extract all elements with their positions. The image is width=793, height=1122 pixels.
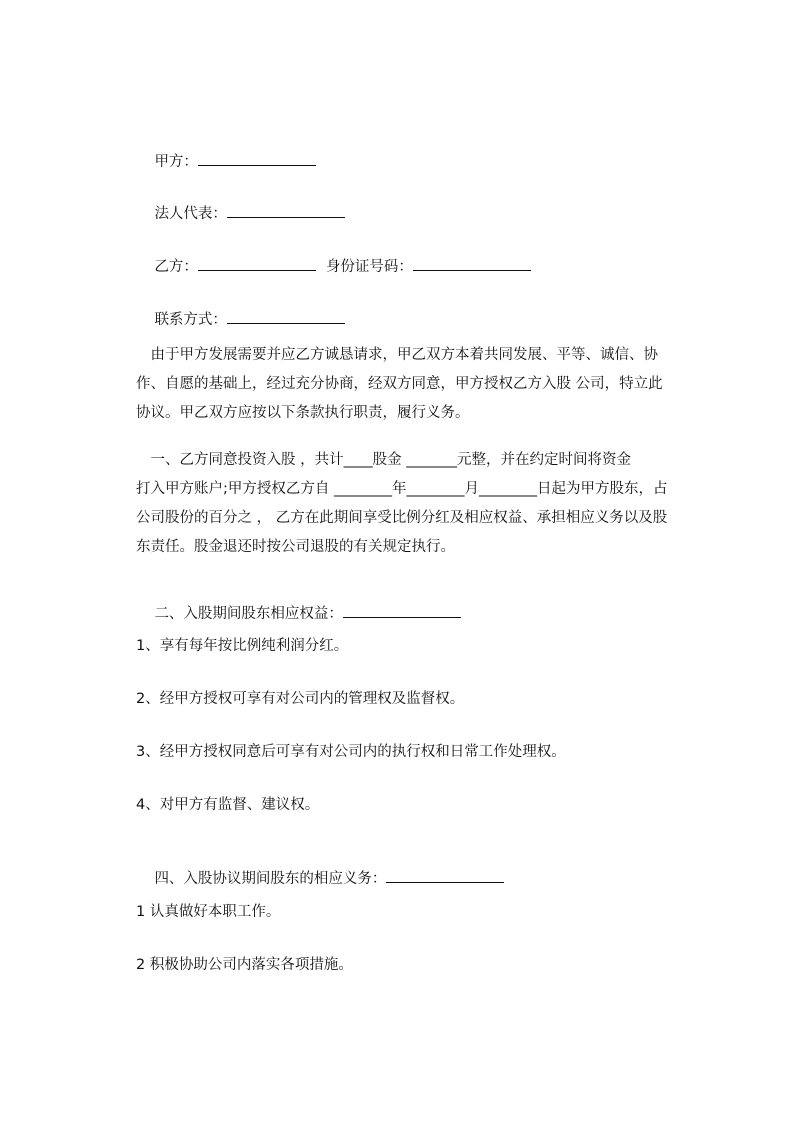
legal-rep-line [136, 183, 345, 244]
preamble-line: 协议。甲乙双方应按以下条款执行职责，履行义务。 [136, 405, 470, 421]
clause-1-line: 打入甲方账户;甲方授权乙方自 ________年________月________日起为甲方股东，占 [136, 481, 668, 497]
rights-item: 2、经甲方授权可享有对公司内的管理权及监督权。 [136, 691, 465, 707]
party-b-blank[interactable] [198, 256, 316, 271]
obligations-heading-line [136, 848, 504, 909]
clause-1-line: 一、乙方同意投资入股 ，共计____股金 _______元整，并在约定时间将资金 [136, 452, 631, 468]
id-number-label: 身份证号码： [325, 259, 413, 275]
rights-heading-line [136, 583, 461, 644]
obligations-blank[interactable] [386, 868, 504, 883]
preamble-line: 作、自愿的基础上，经过充分协商，经双方同意，甲方授权乙方入股 公司，特立此 [136, 376, 663, 392]
party-a-blank[interactable] [198, 151, 316, 166]
obligations-item: 2 积极协助公司内落实各项措施。 [136, 957, 353, 973]
obligations-heading: 四、入股协议期间股东的相应义务： [154, 871, 387, 887]
contact-label: 联系方式： [154, 312, 227, 328]
id-number-blank[interactable] [413, 256, 531, 271]
contact-blank[interactable] [227, 309, 345, 324]
party-a-label: 甲方： [154, 154, 198, 170]
obligations-item: 1 认真做好本职工作。 [136, 904, 281, 920]
rights-heading: 二、入股期间股东相应权益： [154, 606, 343, 622]
rights-item: 1、享有每年按比例纯利润分红。 [136, 638, 349, 654]
clause-1-paragraph [136, 446, 668, 562]
clause-1-line: 东责任。股金退还时按公司退股的有关规定执行。 [136, 539, 455, 555]
rights-item: 4、对甲方有监督、建议权。 [136, 797, 320, 813]
legal-rep-label: 法人代表： [154, 206, 227, 222]
party-b-label: 乙方： [154, 259, 198, 275]
rights-blank[interactable] [343, 603, 461, 618]
legal-rep-blank[interactable] [227, 203, 345, 218]
rights-item: 3、经甲方授权同意后可享有对公司内的执行权和日常工作处理权。 [136, 744, 566, 760]
preamble-line: 由于甲方发展需要并应乙方诚恳请求，甲乙双方本着共同发展、平等、诚信、协 [136, 347, 658, 363]
clause-1-line: 公司股份的百分之 ， 乙方在此期间享受比例分红及相应权益、承担相应义务以及股 [136, 510, 668, 526]
preamble-paragraph [136, 341, 661, 428]
party-b-line [136, 236, 531, 297]
